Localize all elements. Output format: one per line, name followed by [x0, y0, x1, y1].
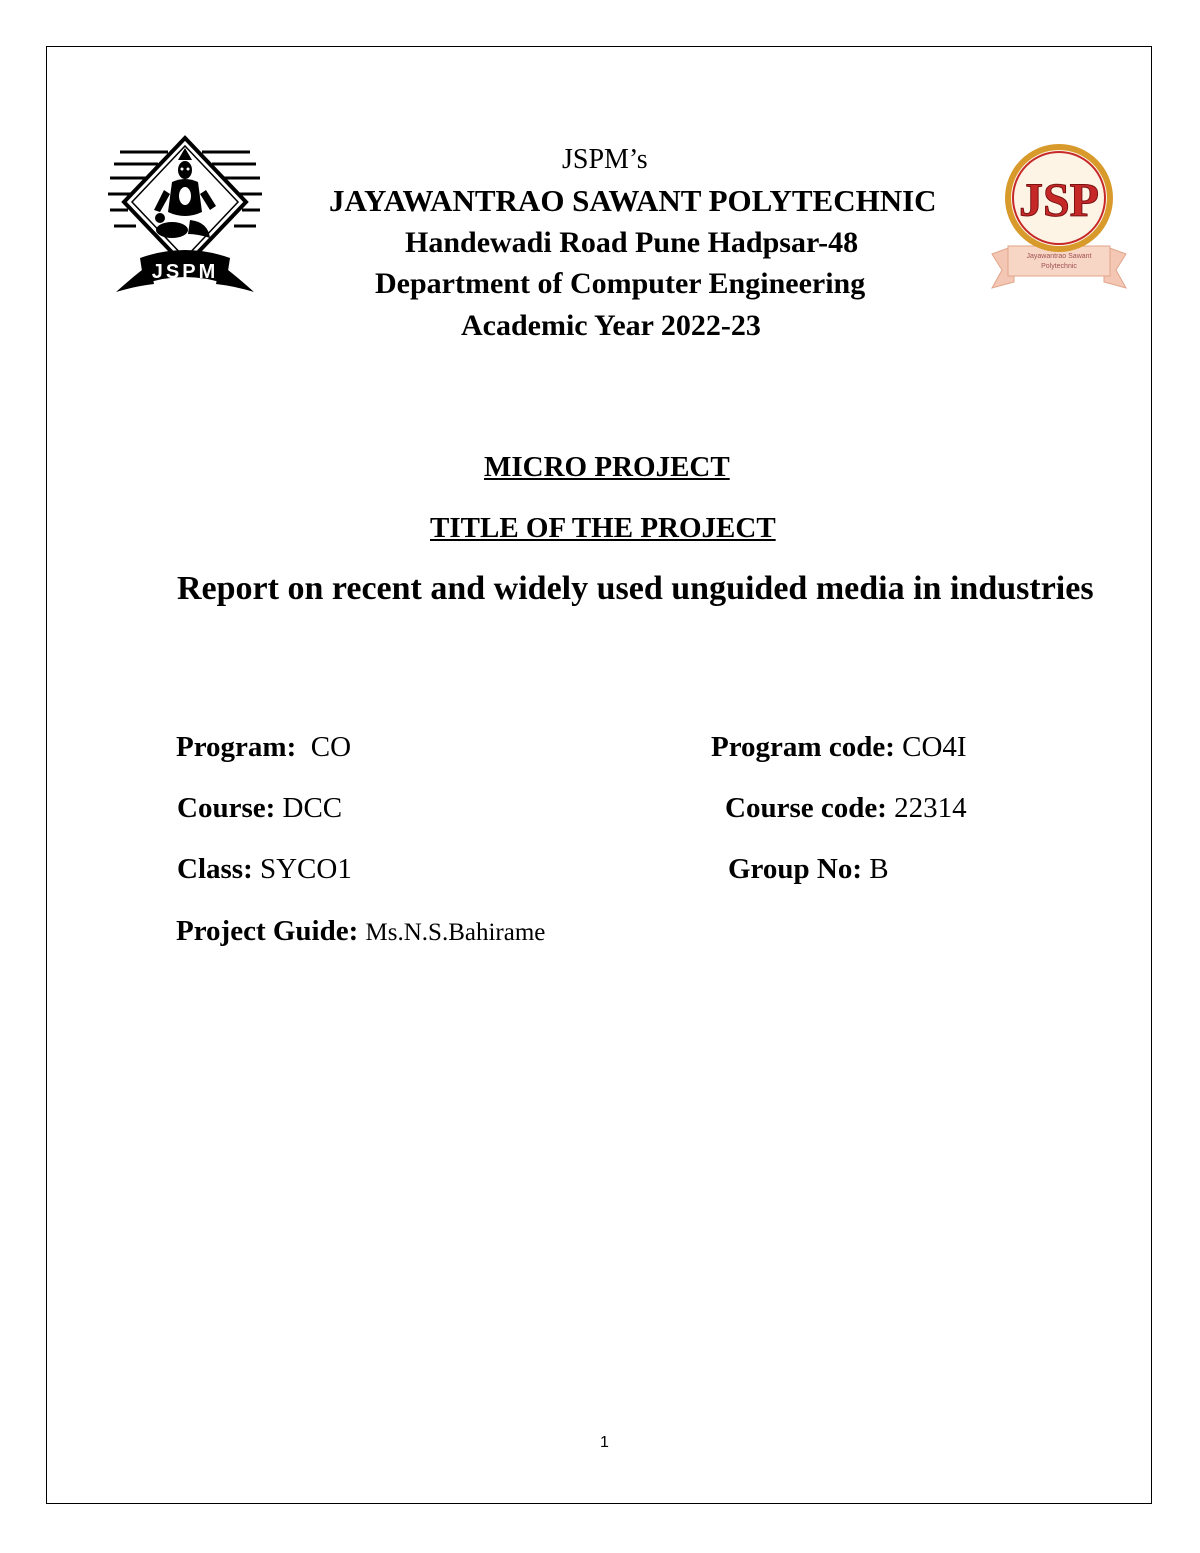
- jsp-logo-icon: [988, 142, 1130, 294]
- jsp-logo-text: JSP: [1018, 174, 1100, 227]
- class-field: [177, 853, 352, 886]
- program-field: [176, 731, 351, 764]
- program-value: CO: [310, 731, 352, 763]
- department-name: Department of Computer Engineering: [375, 267, 866, 300]
- program-code-value: CO4I: [902, 731, 967, 763]
- project-guide-label: Project Guide:: [176, 915, 359, 947]
- org-short-name: JSPM’s: [562, 144, 648, 175]
- class-value: SYCO1: [259, 853, 352, 885]
- institute-name: JAYAWANTRAO SAWANT POLYTECHNIC: [329, 183, 937, 218]
- course-label: Course:: [177, 792, 276, 824]
- project-guide-value: Ms.N.S.Bahirame: [365, 919, 546, 946]
- institute-address: Handewadi Road Pune Hadpsar-48: [405, 226, 859, 259]
- micro-project-heading: MICRO PROJECT: [484, 451, 730, 483]
- course-code-value: 22314: [894, 792, 967, 824]
- program-label: Program:: [176, 731, 297, 763]
- project-title: Report on recent and widely used unguided media in industries: [177, 570, 1094, 607]
- course-code-label: Course code:: [725, 792, 887, 824]
- project-title-label: TITLE OF THE PROJECT: [430, 512, 776, 544]
- page-number: 1: [600, 1434, 609, 1451]
- class-label: Class:: [177, 853, 253, 885]
- course-code-field: [725, 792, 967, 825]
- academic-year: Academic Year 2022-23: [461, 309, 761, 342]
- project-guide-field: [176, 915, 545, 948]
- group-no-field: [728, 853, 889, 886]
- program-code-label: Program code:: [711, 731, 895, 763]
- course-field: [177, 792, 342, 825]
- course-value: DCC: [282, 792, 343, 824]
- jsp-logo-caption-2: Polytechnic: [1041, 263, 1077, 270]
- jspm-logo-icon: [106, 134, 264, 300]
- jspm-logo-text: JSPM: [151, 261, 219, 283]
- program-code-field: [711, 731, 967, 764]
- jsp-logo-caption-1: Jayawantrao Sawant: [1026, 253, 1092, 260]
- group-no-value: B: [869, 853, 889, 885]
- group-no-label: Group No:: [728, 853, 863, 885]
